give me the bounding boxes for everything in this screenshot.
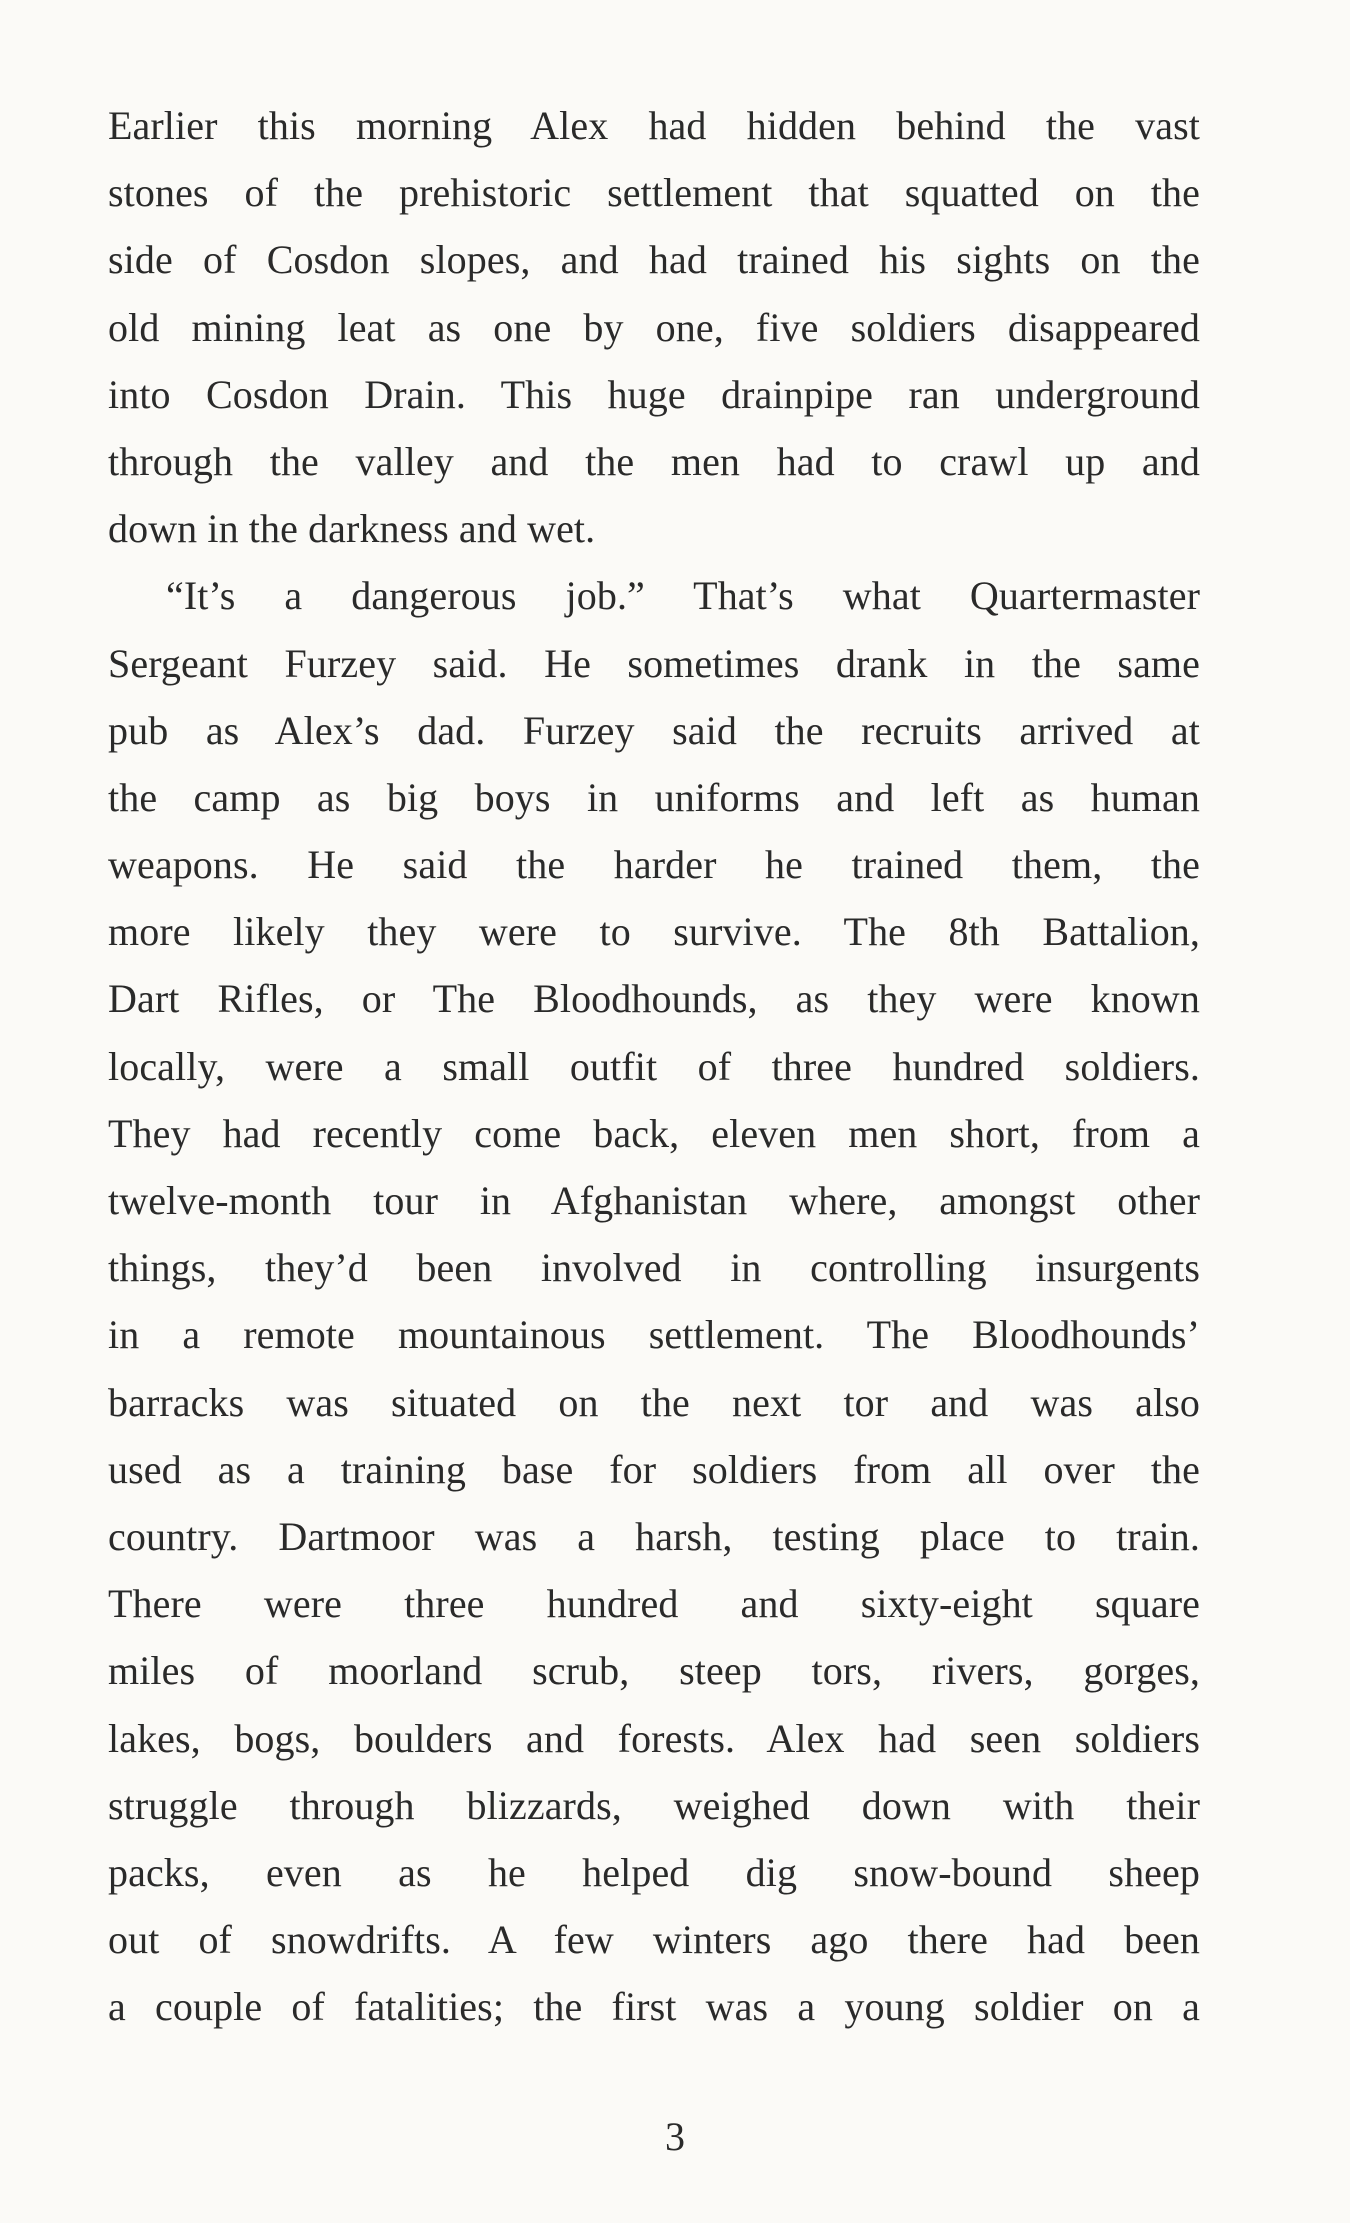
text-line: stones of the prehistoric settlement that squatted on the bbox=[108, 170, 1200, 216]
text-line: struggle through blizzards, weighed down with their bbox=[108, 1782, 1200, 1828]
text-line: twelve-month tour in Afghanistan where, amongst other bbox=[108, 1178, 1200, 1223]
body-text bbox=[108, 92, 1200, 2040]
paragraph-start-line: “It’s a dangerous job.” That’s what Quartermaster bbox=[166, 573, 1200, 619]
text-line: They had recently come back, eleven men short, from a bbox=[108, 1110, 1200, 1156]
text-line: lakes, bogs, boulders and forests. Alex had seen soldiers bbox=[108, 1715, 1200, 1761]
text-line: Earlier this morning Alex had hidden behind the vast bbox=[108, 103, 1200, 148]
text-line: There were three hundred and sixty-eight square bbox=[108, 1581, 1200, 1627]
text-line: more likely they were to survive. The 8th Battalion, bbox=[108, 909, 1200, 955]
page-number: 3 bbox=[665, 2114, 685, 2159]
text-line: used as a training base for soldiers from all over the bbox=[108, 1446, 1200, 1492]
text-line: packs, even as he helped dig snow-bound sheep bbox=[108, 1849, 1200, 1895]
text-line: weapons. He said the harder he trained them, the bbox=[108, 842, 1200, 888]
text-line: in a remote mountainous settlement. The Bloodhounds’ bbox=[108, 1312, 1200, 1358]
text-line: Sergeant Furzey said. He sometimes drank in the same bbox=[108, 640, 1200, 686]
text-line: pub as Alex’s dad. Furzey said the recruits arrived at bbox=[108, 707, 1200, 753]
paragraph-end-line: down in the darkness and wet. bbox=[108, 506, 596, 552]
text-line: out of snowdrifts. A few winters ago there had been bbox=[108, 1917, 1200, 1963]
text-line: side of Cosdon slopes, and had trained his sights on the bbox=[108, 237, 1200, 283]
text-line: into Cosdon Drain. This huge drainpipe ran underground bbox=[108, 371, 1200, 417]
text-line: the camp as big boys in uniforms and left as human bbox=[108, 774, 1200, 820]
text-line: barracks was situated on the next tor and was also bbox=[108, 1379, 1200, 1425]
text-line: old mining leat as one by one, five soldiers disappeared bbox=[108, 304, 1200, 350]
text-line: country. Dartmoor was a harsh, testing place to train. bbox=[108, 1513, 1200, 1559]
text-line: things, they’d been involved in controlling insurgents bbox=[108, 1245, 1200, 1291]
text-line: a couple of fatalities; the first was a young soldier on a bbox=[108, 1984, 1200, 2030]
text-line: through the valley and the men had to crawl up and bbox=[108, 438, 1200, 484]
text-line: miles of moorland scrub, steep tors, rivers, gorges, bbox=[108, 1648, 1200, 1694]
text-line: Dart Rifles, or The Bloodhounds, as they were known bbox=[108, 976, 1200, 1022]
text-line: locally, were a small outfit of three hundred soldiers. bbox=[108, 1043, 1200, 1089]
